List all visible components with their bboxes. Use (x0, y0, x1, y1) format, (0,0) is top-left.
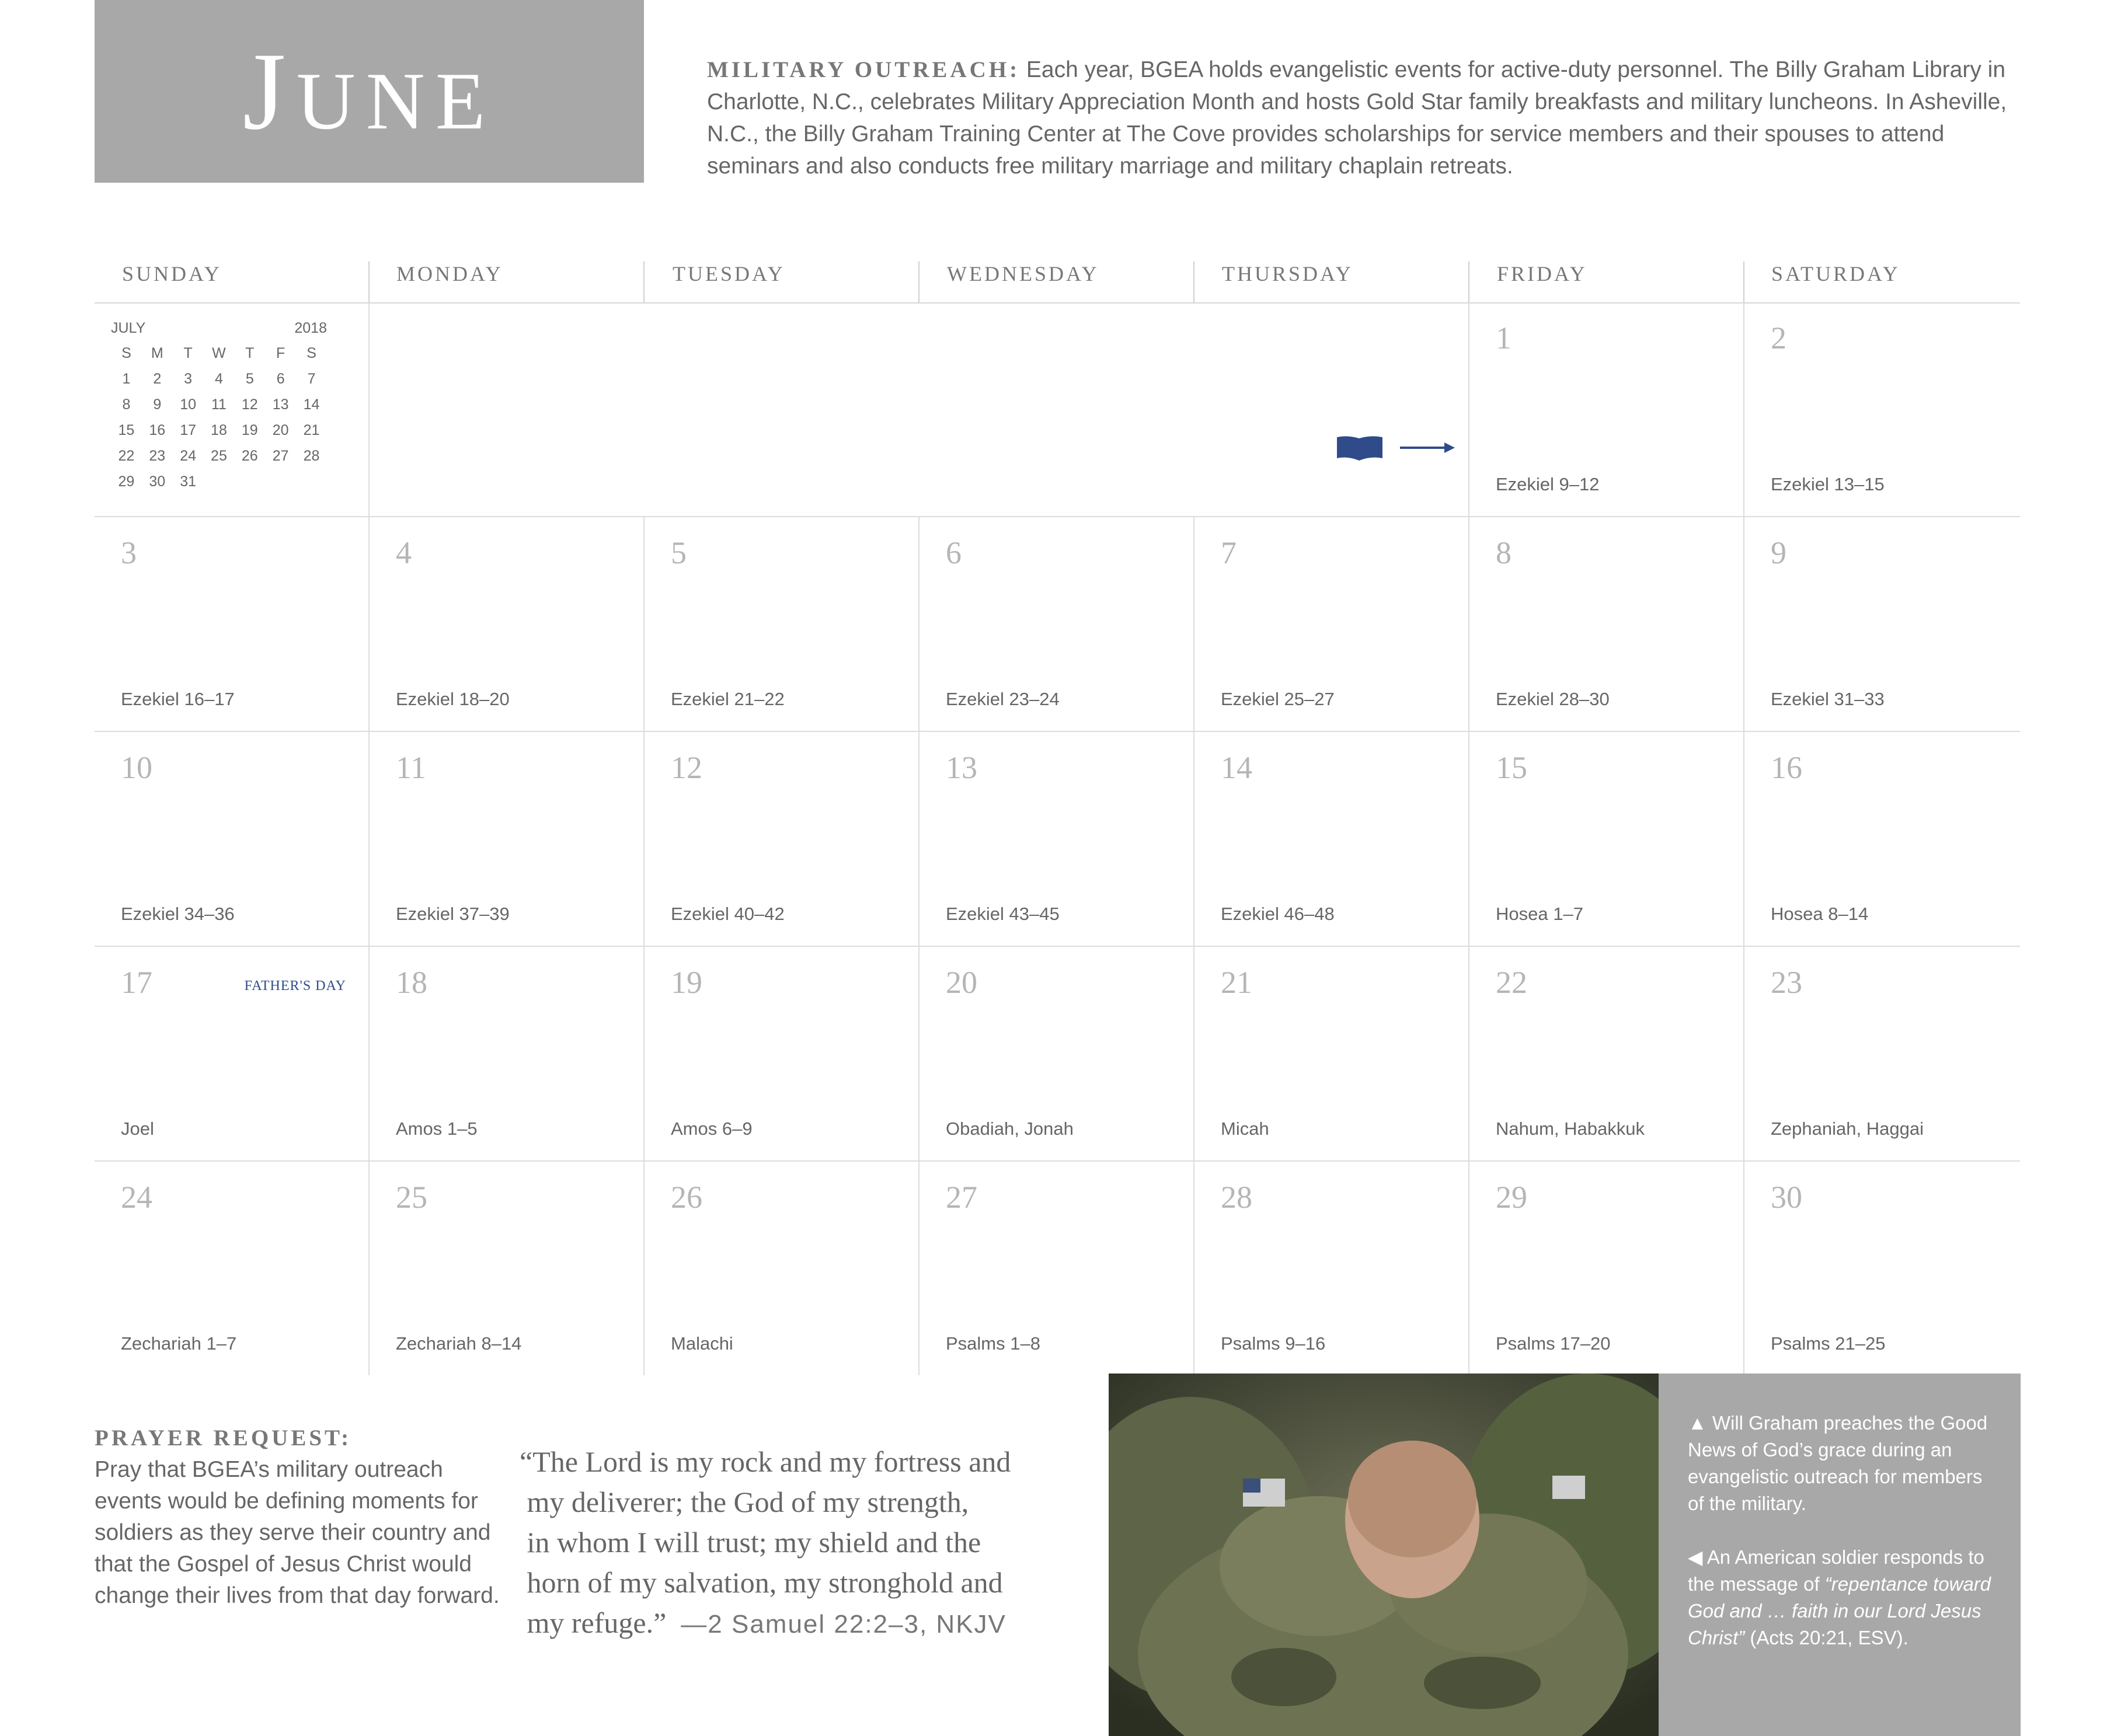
mini-calendar-day: 14 (303, 396, 320, 413)
mini-calendar-day (296, 469, 327, 494)
mini-calendar-day: 8 (122, 396, 131, 413)
verse-line: my deliverer; the God of my strength, (520, 1486, 969, 1518)
bible-reading: Hosea 1–7 (1496, 904, 1583, 924)
day-number: 19 (671, 965, 702, 1000)
day-number: 23 (1771, 965, 1802, 1000)
calendar-week-1 (95, 302, 2020, 517)
day-cell (95, 732, 368, 946)
month-title-rest: UNE (296, 55, 496, 147)
day-cell (1193, 1162, 1469, 1375)
weekday-saturday: SATURDAY (1771, 262, 1900, 285)
day-number: 29 (1496, 1180, 1527, 1215)
bible-reading: Amos 1–5 (396, 1118, 478, 1139)
day-number: 14 (1221, 750, 1252, 785)
bible-reading: Joel (121, 1118, 154, 1139)
mini-calendar-day: 20 (272, 421, 289, 438)
day-cell (95, 947, 368, 1160)
mini-calendar-day: 7 (307, 370, 316, 387)
month-title-box (95, 0, 644, 183)
bible-reading: Obadiah, Jonah (946, 1118, 1074, 1139)
mini-calendar-day (234, 469, 265, 494)
day-number: 12 (671, 750, 702, 785)
bible-reading: Psalms 17–20 (1496, 1333, 1611, 1354)
mini-calendar-day: 10 (180, 396, 197, 413)
caption-text: Will Graham preaches the Good News of God’s grace during an evangelistic outreach for members of the military. (1688, 1412, 1988, 1514)
bible-reading: Amos 6–9 (671, 1118, 753, 1139)
day-number: 24 (121, 1180, 152, 1215)
day-number: 7 (1221, 535, 1237, 570)
day-number: 9 (1771, 535, 1786, 570)
mini-calendar-dow: S (121, 344, 131, 361)
mini-calendar-day: 19 (241, 421, 258, 438)
mini-calendar-day: 25 (211, 447, 227, 464)
day-cell (643, 947, 920, 1160)
calendar-week-2 (95, 517, 2020, 732)
weekday-divider (1468, 262, 1469, 302)
outreach-body: Each year, BGEA holds evangelistic events for active-duty personnel. The Billy Graham Library in Charlotte, N.C., celebrates Military Appreciation Month and hosts Gold Star family breakfasts and military luncheons. In Asheville, N.C., the Billy Graham Training Center at The Cove provides scholarships for service members and their spouses to attend seminars and also conducts free military marriage and military chaplain retreats. (707, 57, 2007, 179)
bible-reading: Psalms 9–16 (1221, 1333, 1326, 1354)
caption-text: (Acts 20:21, ESV). (1744, 1627, 1908, 1648)
bible-reading: Zephaniah, Haggai (1771, 1118, 1924, 1139)
day-cell (918, 517, 1194, 731)
weekday-divider (643, 262, 645, 302)
mini-calendar-day: 31 (180, 473, 197, 490)
bible-reading: Ezekiel 31–33 (1771, 689, 1885, 709)
day-cell (368, 517, 645, 731)
prayer-heading: PRAYER REQUEST: (95, 1425, 352, 1451)
mini-calendar-month: JULY (111, 320, 146, 336)
prayer-body: Pray that BGEA’s military outreach events would be defining moments for soldiers as they serve their country and that the Gospel of Jesus Christ would change their lives from that day forward. (95, 1457, 500, 1608)
day-number: 28 (1221, 1180, 1252, 1215)
day-cell (368, 732, 645, 946)
bible-reading: Ezekiel 9–12 (1496, 474, 1600, 494)
up-arrow-icon: ▲ (1688, 1412, 1707, 1434)
mini-calendar-cell (95, 302, 368, 516)
day-cell (1743, 1162, 2021, 1375)
day-number: 16 (1771, 750, 1802, 785)
weekday-header (95, 251, 2020, 304)
mini-calendar-day: 1 (122, 370, 131, 387)
day-number: 20 (946, 965, 977, 1000)
weekday-wednesday: WEDNESDAY (947, 262, 1099, 285)
mini-calendar-day: 2 (153, 370, 162, 387)
prayer-request (95, 1423, 503, 1612)
mini-calendar-day: 29 (118, 473, 135, 490)
weekday-divider (1743, 262, 1744, 302)
day-cell (1468, 1162, 1744, 1375)
day-cell (918, 947, 1194, 1160)
mini-calendar-day: 13 (272, 396, 289, 413)
bible-reading: Ezekiel 25–27 (1221, 689, 1335, 709)
day-cell (95, 517, 368, 731)
mini-calendar-day: 28 (303, 447, 320, 464)
mini-calendar-day: 26 (241, 447, 258, 464)
mini-calendar-day: 5 (245, 370, 254, 387)
bible-reading: Hosea 8–14 (1771, 904, 1869, 924)
weekday-divider (918, 262, 920, 302)
mini-calendar-year: 2018 (294, 320, 327, 336)
bible-reading: Ezekiel 16–17 (121, 689, 235, 709)
bible-reading: Micah (1221, 1118, 1269, 1139)
day-cell (1468, 947, 1744, 1160)
mini-calendar-day: 16 (149, 421, 166, 438)
soldier-photo-illustration (1109, 1374, 1659, 1736)
calendar-week-4 (95, 947, 2020, 1162)
mini-calendar-day: 6 (276, 370, 285, 387)
mini-calendar-dow: S (307, 344, 316, 361)
mini-calendar-dow: W (212, 344, 226, 361)
mini-calendar-day: 12 (241, 396, 258, 413)
day-cell (368, 1162, 645, 1375)
day-cell (368, 947, 645, 1160)
mini-calendar-july (111, 320, 327, 494)
mini-calendar-dow: T (245, 344, 255, 361)
day-number: 30 (1771, 1180, 1802, 1215)
bible-reading: Malachi (671, 1333, 733, 1354)
weekday-divider (368, 262, 370, 302)
day-number: 4 (396, 535, 412, 570)
weekday-divider (1193, 262, 1194, 302)
day-cell (1743, 947, 2021, 1160)
month-title (243, 28, 496, 155)
bible-reading: Zechariah 8–14 (396, 1333, 522, 1354)
bible-reading: Ezekiel 21–22 (671, 689, 785, 709)
mini-calendar-day: 24 (180, 447, 197, 464)
scripture-verse (520, 1442, 1074, 1644)
bible-reading: Nahum, Habakkuk (1496, 1118, 1645, 1139)
day-number: 6 (946, 535, 962, 570)
day-number: 5 (671, 535, 687, 570)
day-number: 11 (396, 750, 426, 785)
day-cell (1193, 947, 1469, 1160)
mini-calendar-day: 11 (211, 396, 227, 413)
verse-line: in whom I will trust; my shield and the (520, 1526, 981, 1559)
verse-line: “The Lord is my rock and my fortress and (520, 1445, 1011, 1478)
day-cell (95, 1162, 368, 1375)
day-number: 3 (121, 535, 137, 570)
left-arrow-icon: ◀ (1688, 1546, 1703, 1568)
day-number: 18 (396, 965, 427, 1000)
bible-reading: Ezekiel 40–42 (671, 904, 785, 924)
day-number: 2 (1771, 320, 1786, 355)
bible-reading: Ezekiel 43–45 (946, 904, 1060, 924)
holiday-label: FATHER'S DAY (244, 978, 346, 994)
day-number: 21 (1221, 965, 1252, 1000)
calendar-week-5 (95, 1162, 2020, 1375)
empty-days-span (368, 302, 1469, 516)
verse-reference: —2 Samuel 22:2–3, NKJV (681, 1610, 1006, 1639)
mini-calendar-day: 27 (272, 447, 289, 464)
photo-caption (1688, 1410, 2003, 1651)
day-cell (1468, 302, 1744, 516)
day-number: 27 (946, 1180, 977, 1215)
weekday-sunday: SUNDAY (122, 262, 222, 285)
day-cell (1743, 732, 2021, 946)
bible-reading: Ezekiel 46–48 (1221, 904, 1335, 924)
day-cell (918, 1162, 1194, 1375)
mini-calendar-dow: T (183, 344, 193, 361)
mini-calendar-table (111, 340, 327, 494)
weekday-friday: FRIDAY (1497, 262, 1587, 285)
day-cell (643, 517, 920, 731)
day-cell (918, 732, 1194, 946)
mini-calendar-day: 17 (180, 421, 197, 438)
outreach-paragraph (707, 54, 2015, 182)
bible-reading: Zechariah 1–7 (121, 1333, 237, 1354)
caption-item (1688, 1410, 2003, 1517)
mini-calendar-day: 23 (149, 447, 166, 464)
day-cell (1193, 732, 1469, 946)
day-number: 26 (671, 1180, 702, 1215)
mini-calendar-day: 21 (303, 421, 320, 438)
mini-calendar-day (265, 469, 296, 494)
outreach-heading: MILITARY OUTREACH: (707, 57, 1021, 82)
day-cell (1468, 732, 1744, 946)
bible-reading: Ezekiel 18–20 (396, 689, 510, 709)
day-cell (1193, 517, 1469, 731)
day-cell (643, 1162, 920, 1375)
day-number: 22 (1496, 965, 1527, 1000)
day-number: 10 (121, 750, 152, 785)
day-number: 15 (1496, 750, 1527, 785)
mini-calendar-day: 3 (184, 370, 193, 387)
mini-calendar-day: 30 (149, 473, 166, 490)
verse-line: my refuge.” (520, 1606, 667, 1639)
bible-reading: Ezekiel 28–30 (1496, 689, 1610, 709)
photo-caption-box (1659, 1374, 2021, 1736)
calendar-week-3 (95, 732, 2020, 947)
day-cell (1743, 517, 2021, 731)
mini-calendar-dow: F (276, 344, 285, 361)
weekday-thursday: THURSDAY (1222, 262, 1353, 285)
mini-calendar-day: 4 (215, 370, 223, 387)
day-number: 8 (1496, 535, 1512, 570)
mini-calendar-day: 15 (118, 421, 135, 438)
bible-reading: Psalms 1–8 (946, 1333, 1040, 1354)
weekday-tuesday: TUESDAY (673, 262, 785, 285)
mini-calendar-day: 18 (211, 421, 227, 438)
mini-calendar-day: 9 (153, 396, 162, 413)
day-number: 1 (1496, 320, 1512, 355)
bible-reading: Ezekiel 34–36 (121, 904, 235, 924)
open-book-arrow-icon (1336, 434, 1455, 463)
bible-reading: Ezekiel 37–39 (396, 904, 510, 924)
day-number: 25 (396, 1180, 427, 1215)
day-cell (643, 732, 920, 946)
mini-calendar-day: 22 (118, 447, 135, 464)
bible-reading: Psalms 21–25 (1771, 1333, 1886, 1354)
soldier-photo (1109, 1374, 1659, 1736)
day-cell (1743, 302, 2021, 516)
day-number: 17 (121, 965, 152, 1000)
caption-text: An American soldier responds to the message of (1688, 1546, 1984, 1595)
mini-calendar-day (204, 469, 235, 494)
bible-reading: Ezekiel 23–24 (946, 689, 1060, 709)
month-title-initial: J (242, 30, 297, 153)
day-cell (1468, 517, 1744, 731)
day-number: 13 (946, 750, 977, 785)
mini-calendar-dow: M (151, 344, 163, 361)
caption-quote: “repentance toward God and … faith in our Lord Jesus Christ” (1688, 1573, 1991, 1648)
verse-line: horn of my salvation, my stronghold and (520, 1566, 1003, 1599)
weekday-monday: MONDAY (396, 262, 503, 285)
bible-reading: Ezekiel 13–15 (1771, 474, 1885, 494)
caption-item (1688, 1544, 2003, 1651)
